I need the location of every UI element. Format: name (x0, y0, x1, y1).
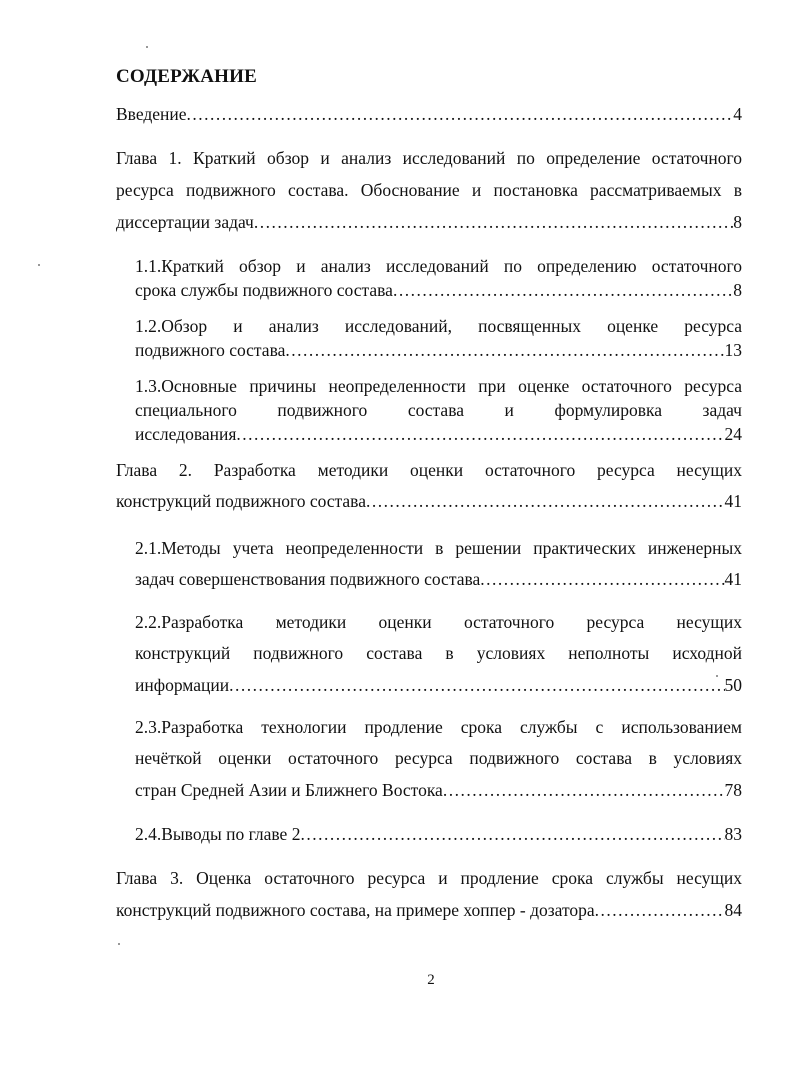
toc-entry-title: конструкций подвижного состава в условиях неполноты исходной (135, 643, 742, 663)
dot-leader (187, 106, 734, 124)
toc-page-number: 8 (733, 212, 742, 232)
toc-page-number: 84 (724, 900, 742, 920)
toc-entry-section-2-2[interactable] (135, 614, 742, 698)
dot-leader (393, 282, 733, 300)
dot-leader (480, 571, 724, 589)
page-number: 2 (427, 972, 435, 988)
toc-entry-title: Введение (116, 104, 187, 124)
toc-entry-title: исследования (135, 424, 237, 444)
toc-page-number: 41 (724, 491, 742, 511)
toc-entry-title: 2.1.Методы учета неопределенности в решении практических инженерных (135, 538, 742, 558)
dot-leader (443, 782, 725, 800)
toc-entry-section-1-1[interactable] (135, 258, 742, 306)
toc-entry-title: 2.3.Разработка технологии продление срока службы с использованием (135, 717, 742, 737)
toc-entry-title: ресурса подвижного состава. Обоснование и постановка рассматриваемых в (116, 180, 742, 200)
toc-entry-section-2-3[interactable] (135, 719, 742, 803)
toc-page-number: 24 (724, 424, 742, 444)
toc-entry-title: 1.2.Обзор и анализ исследований, посвященных оценке ресурса (135, 316, 742, 336)
scan-speck (38, 264, 40, 266)
dot-leader (366, 493, 725, 511)
toc-entry-introduction[interactable] (116, 106, 742, 128)
toc-page-number: 83 (724, 824, 742, 844)
toc-entry-title: подвижного состава (135, 340, 286, 360)
scan-speck (146, 46, 148, 48)
toc-entry-title: специального подвижного состава и формулировка задач (135, 400, 742, 420)
dot-leader (285, 342, 724, 360)
toc-entry-title: диссертации задач (116, 212, 254, 232)
toc-entry-title: нечёткой оценки остаточного ресурса подвижного состава в условиях (135, 748, 742, 768)
toc-page-number: 4 (733, 104, 742, 124)
scan-speck (716, 675, 718, 677)
toc-page-number: 50 (724, 675, 742, 695)
toc-entry-chapter-1[interactable] (116, 150, 742, 234)
toc-entry-section-1-2[interactable] (135, 318, 742, 366)
dot-leader (254, 214, 733, 232)
dot-leader (595, 902, 725, 920)
toc-page-number: 13 (724, 340, 742, 360)
toc-page-number: 8 (733, 280, 742, 300)
toc-page-number: 78 (724, 780, 742, 800)
toc-entry-title: информации (135, 675, 230, 695)
toc-entry-title: Глава 2. Разработка методики оценки остаточного ресурса несущих (116, 460, 742, 480)
toc-entry-section-2-4[interactable] (135, 826, 742, 848)
toc-entry-chapter-2[interactable] (116, 462, 742, 514)
dot-leader (300, 826, 724, 844)
toc-entry-title: срока службы подвижного состава (135, 280, 393, 300)
dot-leader (236, 426, 724, 444)
toc-page-number: 41 (724, 569, 742, 589)
toc-entry-title: Глава 3. Оценка остаточного ресурса и продление срока службы несущих (116, 868, 742, 888)
toc-entry-chapter-3[interactable] (116, 870, 742, 922)
toc-entry-title: конструкций подвижного состава (116, 491, 366, 511)
toc-entry-section-2-1[interactable] (135, 540, 742, 592)
toc-entry-title: Глава 1. Краткий обзор и анализ исследований по определение остаточного (116, 148, 742, 168)
toc-entry-title: 1.3.Основные причины неопределенности при оценке остаточного ресурса (135, 376, 742, 396)
scan-speck (118, 943, 120, 945)
contents-heading: СОДЕРЖАНИЕ (116, 66, 257, 87)
toc-entry-title: стран Средней Азии и Ближнего Востока (135, 780, 443, 800)
toc-entry-title: 2.4.Выводы по главе 2 (135, 824, 301, 844)
toc-entry-section-1-3[interactable] (135, 378, 742, 450)
toc-entry-title: задач совершенствования подвижного состава (135, 569, 481, 589)
toc-entry-title: 2.2.Разработка методики оценки остаточного ресурса несущих (135, 612, 742, 632)
toc-entry-title: конструкций подвижного состава, на примере хоппер - дозатора (116, 900, 595, 920)
toc-entry-title: 1.1.Краткий обзор и анализ исследований по определению остаточного (135, 256, 742, 276)
dot-leader (229, 677, 724, 695)
